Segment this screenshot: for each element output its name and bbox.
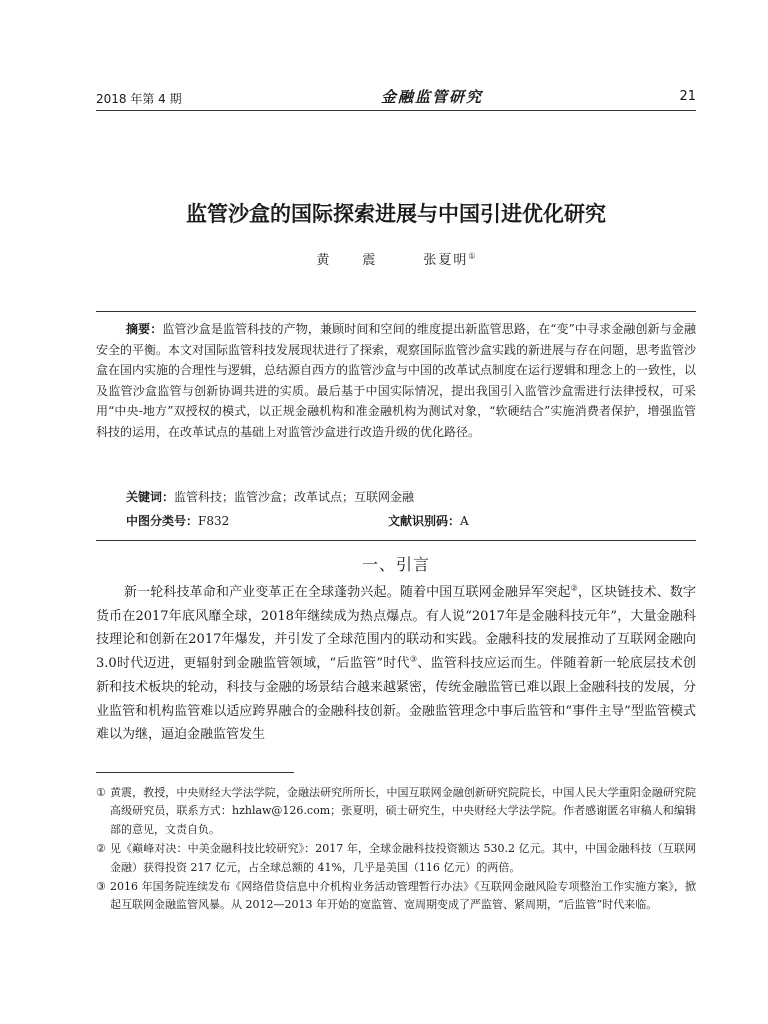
abstract-text: 监管沙盒是监管科技的产物，兼顾时间和空间的维度提出新监管思路，在“变”中寻求金融创新与金融安全的平衡。本文对国际监管科技发展现状进行了探索，观察国际监管沙盒实践的新进展与存在问题，思考监管沙盒在国内实施的合理性与逻辑，总结源自西方的监管沙盒与中国的改革试点制度在运行逻辑和理念上的一致性，以及监管沙盒监管与创新协调共进的实质。最后基于中国实际情况，提出我国引入监管沙盒需进行法律授权，可采用“中央-地方”双授权的模式，以正规金融机构和准金融机构为测试对象，“软硬结合”实施消费者保护，增强监管科技的运用，在改革试点的基础上对监管沙盒进行改造升级的优化路径。 — [96, 322, 697, 439]
author-2: 张夏明 — [423, 253, 469, 268]
header-rule — [96, 110, 696, 111]
abstract-bottom-rule — [96, 540, 696, 541]
body-paragraph — [96, 581, 696, 747]
footnote-rule — [96, 772, 294, 773]
footnote-ref-2[interactable]: ② — [570, 583, 578, 593]
footnote-mark: ③ — [96, 880, 106, 894]
body-text-1: 新一轮科技革命和产业变革正在全球蓬勃兴起。随着中国互联网金融异军突起 — [124, 585, 571, 600]
footnote-text: 见《巅峰对决：中美金融科技比较研究》：2017 年，全球金融科技投资额达 530.2 亿元。其中，中国金融科技（互联网金融）获得投资 217 亿元，占全球总额的 41%，几乎是美国（116 亿元）的两倍。 — [110, 842, 696, 874]
abstract-top-rule — [96, 311, 696, 312]
doc-value: A — [460, 514, 469, 528]
article-title: 监管沙盒的国际探索进展与中国引进优化研究 — [186, 202, 606, 226]
page-number: 21 — [679, 89, 696, 104]
classification-row — [126, 512, 696, 529]
body-text-2: ，区块链技术、数字货币在2017年底风靡全球，2018年继续成为热点爆点。有人说“2017年是金融科技元年”，大量金融科技理论和创新在2017年爆发，并引发了全球范围内的联动和实践。金融科技的发展推动了互联网金融向3.0时代迈进，更辐射到金融监管领域，“后监管”时代 — [96, 585, 696, 672]
running-header — [96, 86, 696, 108]
keywords-row — [126, 488, 696, 505]
keywords-label: 关键词： — [126, 490, 175, 504]
abstract — [96, 319, 696, 443]
author-footnote-mark[interactable]: ① — [468, 251, 476, 261]
clc-label: 中图分类号： — [126, 514, 199, 528]
footnote-mark: ② — [96, 842, 106, 856]
keywords-text: 监管科技；监管沙盒；改革试点；互联网金融 — [174, 490, 415, 504]
doc-code — [388, 512, 469, 529]
issue-label: 2018 年第 4 期 — [96, 92, 182, 106]
footnote — [96, 878, 696, 915]
footnotes — [96, 784, 696, 916]
author-1: 黄 震 — [316, 253, 386, 268]
doc-label: 文献识别码： — [388, 514, 461, 528]
footnote-text: 2016 年国务院连续发布《网络借贷信息中介机构业务活动管理暂行办法》《互联网金融风险专项整治工作实施方案》，掀起互联网金融监管风暴。从 2012—2013 年开始的宽监管、宽周期变成了严监管、紧周期，“后监管”时代来临。 — [110, 880, 696, 912]
journal-name: 金融监管研究 — [381, 88, 484, 106]
footnote-ref-3[interactable]: ③ — [409, 654, 418, 664]
body-text-3: 、监管科技应运而生。伴随着新一轮底层技术创新和技术板块的轮动，科技与金融的场景结合越来越紧密，传统金融监管已难以跟上金融科技的发展，分业监管和机构监管难以适应跨界融合的金融科技创新。金融监管理念中事后监管和“事件主导”型监管模式难以为继，逼迫金融监管发生 — [96, 656, 697, 743]
footnote-mark: ① — [96, 786, 106, 799]
abstract-label: 摘要： — [126, 322, 163, 336]
footnote-text: 黄震，教授，中央财经大学法学院，金融法研究所所长，中国互联网金融创新研究院院长，中国人民大学重阳金融研究院高级研究员，联系方式：hzhlaw@126.com；张夏明，硕士研究生，中央财经大学法学院。作者感谢匿名审稿人和编辑部的意见，文责自负。 — [110, 786, 696, 836]
footnote — [96, 840, 696, 877]
footnote — [96, 784, 696, 839]
section-heading: 一、引言 — [361, 555, 430, 574]
clc-value: F832 — [198, 514, 230, 528]
author-line — [96, 249, 696, 268]
